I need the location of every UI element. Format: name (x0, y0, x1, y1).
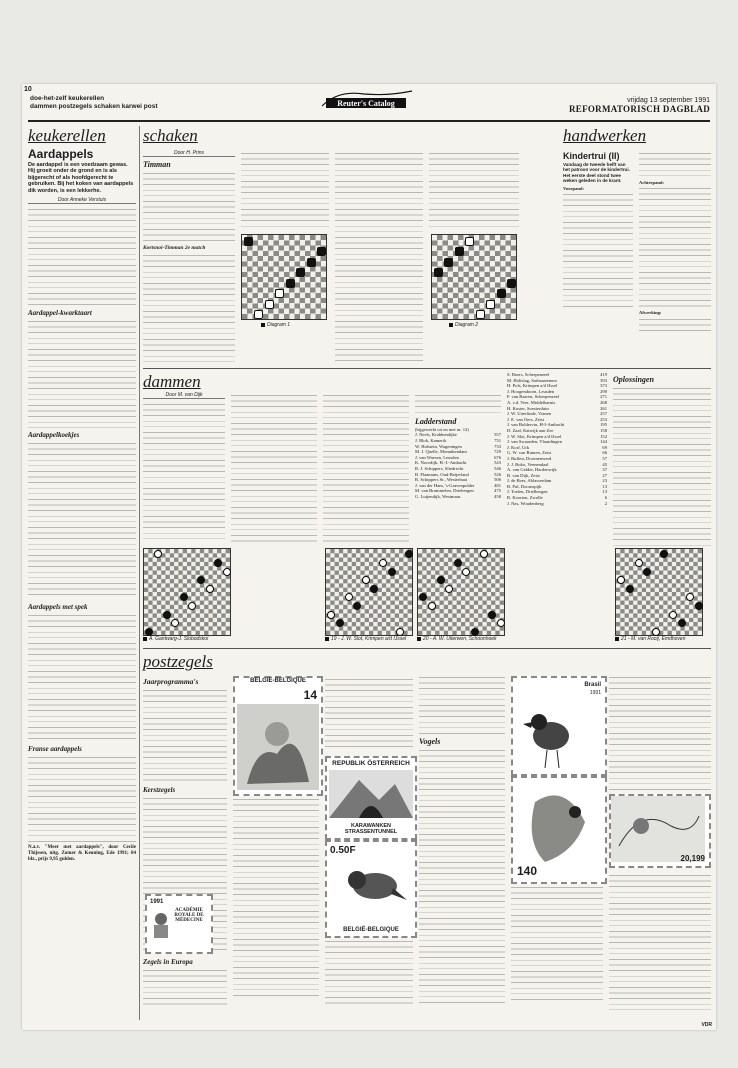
player-points: 45 (602, 461, 607, 467)
player-name: B. Pul, Doornspijk (507, 483, 542, 489)
draughts-piece (214, 559, 222, 567)
portrait-illustration (151, 910, 171, 938)
chess-piece (497, 289, 506, 298)
player-name: J. van der Ham, 's-Gravenpolder (415, 482, 475, 488)
stamp-brazil: Brasil 1991 (511, 676, 607, 776)
player-name: D. Zaal, Katwijk aan Zee (507, 427, 554, 433)
draughts-piece (345, 593, 353, 601)
draughts-piece (497, 619, 505, 627)
draughts-piece (336, 619, 344, 627)
player-points: 475 (494, 488, 501, 494)
draughts-piece (635, 559, 643, 567)
stamp-austria: REPUBLIK ÖSTERREICH KARAWANKEN STRASSENTUNNEL (325, 756, 417, 840)
dammen-col1 (143, 392, 225, 542)
chess-piece (486, 300, 495, 309)
player-name: R. Schippers Sr., Westerbaai (415, 477, 468, 483)
recipe-body (28, 318, 136, 428)
brand-text: Reuter's Catalog (337, 99, 395, 108)
recipe-body (28, 754, 136, 842)
diagram-caption: 21 - M. van Rooij, Emdhoven (615, 636, 685, 642)
draughts-diagram-3 (417, 548, 505, 636)
draughts-piece (643, 568, 651, 576)
player-points: 271 (600, 394, 607, 400)
player-points: 13 (602, 489, 607, 495)
painting-illustration (237, 704, 319, 790)
article-lead: De aardappel is een voedzaam gewas. Hij groeit onder de grond en is als bijgerecht of als hoofdgerecht te gebruiken. Bij het koken van aardappels dik worden, is een lekkerhe. (28, 162, 134, 194)
player-name: H. Pols, Krimpen a/d IJssel (507, 383, 558, 389)
header-sections: doe-het-zelf keukerellen dammen postzegels schaken karwei post (30, 95, 158, 110)
draughts-piece (379, 559, 387, 567)
chess-piece (317, 247, 326, 256)
article-body (609, 674, 711, 792)
postzegels-col4 (419, 674, 505, 1014)
stamp-engraving: 20,199 (609, 794, 711, 868)
player-points: 543 (494, 460, 501, 466)
ladder-table (415, 432, 501, 499)
draughts-piece (223, 568, 231, 576)
player-points: 506 (494, 477, 501, 483)
article-heading: Jaarprogramma's (143, 677, 199, 686)
diagram-caption: Diagram 2 (449, 322, 478, 328)
player-name: R. J. Schippers, Sliedrecht (415, 465, 464, 471)
ladder-subtitle: (bijgewerkt tot en met nr. 12) (415, 427, 469, 432)
article-lead: Vandaag de tweede helft van het patroon voor de kindertrui. Het eerste deel stond twee weken geleden in de krant. (563, 162, 630, 184)
player-points: 261 (600, 405, 607, 411)
pattern-label: Voorpand: (563, 185, 585, 191)
player-points: 481 (494, 482, 501, 488)
player-name: J. Hoogendoorn, Leusden (507, 388, 555, 394)
article-heading: Kindertrui (II) (563, 151, 620, 161)
player-name: J. J. Boko, Veenendaal (507, 461, 549, 467)
article-heading: Timman (143, 160, 171, 169)
draughts-piece (171, 619, 179, 627)
player-name: H. Koster, Soesterduin (507, 405, 549, 411)
player-name: J. Neels, Krabbendijke (415, 432, 457, 438)
pattern-body (639, 185, 711, 310)
player-name: K. Noordijk, H.-I.-Ambacht (415, 460, 467, 466)
draughts-piece (652, 628, 660, 636)
draughts-piece (626, 585, 634, 593)
player-name: A. v.d. Veer, Middelharnis (507, 399, 556, 405)
brand-logo (318, 88, 416, 110)
player-name: A. van Gelder, Hardenwijk (507, 467, 557, 473)
article-subheading: Kortsnoi-Timman 2e match (143, 245, 206, 251)
draughts-piece (445, 585, 453, 593)
handwerken-title: handwerken (563, 126, 647, 145)
article-body (419, 674, 505, 734)
solutions-heading: Oplossingen (613, 375, 654, 384)
diagram-caption: 19 - J. W. Slot, Krimpen a/d IJssel (325, 636, 406, 642)
pattern-label: Achterpand: (639, 180, 665, 185)
header-rule (28, 120, 710, 122)
pattern-body (639, 316, 711, 336)
player-points: 27 (602, 472, 607, 478)
handwerken-col1 (563, 150, 633, 364)
draughts-piece (405, 550, 413, 558)
player-points: 393 (600, 377, 607, 383)
draughts-piece (437, 576, 445, 584)
recipe-heading: Aardappelkoekjes (28, 431, 80, 440)
draughts-piece (163, 611, 171, 619)
chess-piece (265, 300, 274, 309)
draughts-piece (488, 611, 496, 619)
section-rule (143, 368, 711, 369)
bird-illustration (517, 696, 587, 770)
draughts-piece (197, 576, 205, 584)
draughts-piece (660, 550, 668, 558)
author-initials: VDR (701, 1022, 712, 1028)
diagram-caption: 20 - A. W. Uiterwen, Schoonhoek (417, 636, 497, 642)
player-name: J. Ruffen, Doornenwerd (507, 455, 552, 461)
table-row (415, 494, 501, 500)
player-name: J. van Swaarden, Vlaardingen (507, 439, 562, 445)
player-name: M. J. Quelle, Monnikendam (415, 449, 467, 455)
dammen-title: dammen (143, 372, 201, 391)
draughts-piece (180, 593, 188, 601)
player-points: 419 (600, 372, 607, 377)
dammen-col5 (507, 372, 607, 544)
player-name: B. Flaamans, Oud-Beijerland (415, 471, 469, 477)
player-points: 13 (602, 483, 607, 489)
game-moves (143, 252, 235, 362)
stamp-academie: 1991 ACADÉMIE ROYALE DE MÉDECINE (145, 894, 213, 954)
dammen-col4 (415, 392, 501, 542)
recipe-body (28, 612, 136, 742)
article-body (419, 747, 505, 1007)
player-name: M. van Brummelen, Driebergen (415, 488, 474, 494)
postzegels-col6 (609, 674, 711, 1014)
postzegels-col5 (511, 884, 603, 1004)
ladder-heading: Ladderstand (415, 417, 457, 426)
table-row (507, 501, 607, 507)
player-name: J. W. Uiterlinde, Vianen (507, 411, 552, 417)
player-points: 751 (494, 438, 501, 443)
player-points: 6 (604, 495, 607, 501)
schaken-section (143, 126, 555, 366)
article-subheading: Kerstzegels (143, 786, 176, 794)
pattern-body (639, 150, 711, 180)
byline: Door Anneke Verstuis (28, 197, 136, 204)
draughts-diagram-1 (143, 548, 231, 636)
player-points: 195 (600, 422, 607, 428)
player-points: 458 (494, 493, 501, 499)
article-subheading: Zegels in Europa (143, 958, 193, 966)
schaken-col4 (429, 150, 519, 230)
player-name: S. Boers, Scherpenzeel (507, 372, 550, 377)
solutions-body (613, 385, 711, 550)
player-points: 257 (600, 411, 607, 417)
keukerellen-title: keukerellen (28, 126, 106, 145)
postzegels-col2 (233, 796, 319, 996)
chess-piece (296, 268, 305, 277)
player-name: J. van Waesen, Leusden (415, 454, 459, 460)
draughts-piece (370, 585, 378, 593)
postzegels-col1 (143, 674, 227, 1014)
draughts-diagram-4 (615, 548, 703, 636)
draughts-piece (428, 602, 436, 610)
pattern-label: Afwerking: (639, 310, 662, 316)
player-name: M. Holtslag, Sarhaastemen (507, 377, 557, 383)
article-subheading: Vogels (419, 737, 441, 746)
player-points: 557 (494, 432, 501, 438)
draughts-piece (678, 619, 686, 627)
article-heading: Aardappels (28, 147, 94, 161)
player-name: J. E. van Oers, Zeist (507, 416, 545, 422)
player-points: 158 (600, 427, 607, 433)
player-points: 152 (600, 433, 607, 439)
chess-piece (434, 268, 443, 277)
draughts-diagram-2 (325, 548, 413, 636)
draughts-piece (419, 593, 427, 601)
player-points: 144 (600, 439, 607, 445)
postzegels-col3b (325, 938, 413, 1004)
handwerken-col2 (639, 150, 711, 364)
recipe-body (28, 440, 136, 600)
draughts-piece (206, 585, 214, 593)
chess-diagram-1 (241, 234, 327, 320)
diagram-caption: A. Gantwarg-J. Slobodskoi (143, 636, 208, 642)
player-points: 546 (494, 465, 501, 471)
issue-date: vrijdag 13 september 1991 (627, 97, 710, 104)
player-points: 69 (602, 444, 607, 450)
player-name: J. Nas, Woudenberg (507, 500, 544, 506)
article-body (143, 401, 225, 541)
schaken-col1 (143, 150, 235, 364)
draughts-piece (669, 611, 677, 619)
chess-piece (444, 258, 453, 267)
player-name: B. van Dijk, Zeist (507, 472, 540, 478)
player-name: J. van Boldervin, H-I-Ambacht (507, 422, 565, 428)
draughts-piece (396, 628, 404, 636)
chess-piece (286, 279, 295, 288)
player-points: 253 (600, 416, 607, 422)
chess-piece (307, 258, 316, 267)
recipe-heading: Aardappel-kwarktaart (28, 309, 92, 318)
player-points: 373 (600, 383, 607, 389)
stamp-belgium-1: BELGIË-BELGIQUE 14 (233, 676, 323, 796)
chess-piece (507, 279, 516, 288)
stamp-belgium-2: 0.50F BELGIË-BELGIQUE (325, 840, 417, 938)
draughts-piece (686, 593, 694, 601)
dammen-col3 (323, 392, 409, 542)
newspaper-name: REFORMATORISCH DAGBLAD (568, 104, 710, 114)
draughts-piece (154, 550, 162, 558)
player-name: J. Toelen, Drielbergen (507, 489, 548, 495)
player-name: R. Koorten, Zwolle (507, 495, 543, 501)
article-body (609, 872, 711, 1012)
chess-piece (254, 310, 263, 319)
dammen-section (143, 372, 711, 644)
draughts-piece (454, 559, 462, 567)
player-points: 729 (494, 449, 501, 455)
chess-piece (476, 310, 485, 319)
draughts-piece (695, 602, 703, 610)
schaken-col3 (335, 150, 423, 364)
player-points: 526 (494, 471, 501, 477)
article-body (415, 392, 501, 414)
draughts-piece (362, 576, 370, 584)
player-name: J. Blok, Kamerik (415, 438, 447, 443)
player-points: 57 (602, 455, 607, 461)
player-points: 268 (600, 399, 607, 405)
article-body (143, 170, 235, 242)
player-points: 290 (600, 388, 607, 394)
player-points: 676 (494, 454, 501, 460)
draughts-piece (617, 576, 625, 584)
player-points: 733 (494, 443, 501, 449)
draughts-piece (327, 611, 335, 619)
draughts-piece (388, 568, 396, 576)
diagram-caption: Diagram 1 (261, 322, 290, 328)
player-name: J. Korf, Urk (507, 444, 530, 450)
engraving-illustration (611, 796, 705, 862)
player-name: J. de Boer, Ablasserdam (507, 478, 552, 484)
draughts-piece (188, 602, 196, 610)
player-points: 2 (604, 500, 607, 506)
dammen-col2 (231, 392, 317, 542)
player-name: F. van Baaren, Scherpenzeel (507, 394, 560, 400)
chess-diagram-2 (431, 234, 517, 320)
chess-piece (275, 289, 284, 298)
player-points: 37 (602, 467, 607, 473)
column-rule (139, 126, 140, 1020)
player-name: J. W. Slot, Krimpen a/d IJssel (507, 433, 562, 439)
tunnel-illustration (329, 770, 413, 818)
player-name: G. Luijendijk, Westmaas (415, 493, 461, 499)
draughts-piece (471, 628, 479, 636)
postzegels-title: postzegels (143, 652, 213, 671)
player-name: G. W. van Rumen, Zeist (507, 450, 552, 456)
section-rule (143, 648, 711, 649)
article-body (143, 967, 227, 1007)
draughts-piece (462, 568, 470, 576)
schaken-col2 (241, 150, 329, 230)
pattern-body (563, 191, 633, 311)
article-body (28, 206, 136, 306)
bird-illustration (337, 860, 407, 912)
draughts-piece (353, 602, 361, 610)
draughts-piece (145, 628, 153, 636)
article-body (143, 687, 227, 783)
page-number: 10 (24, 86, 32, 93)
player-points: 66 (602, 450, 607, 456)
stamp-bird-140: 140 (511, 776, 607, 884)
rank-table (507, 372, 607, 506)
schaken-title: schaken (143, 126, 198, 145)
player-points: 23 (602, 478, 607, 484)
postzegels-section (143, 652, 711, 1022)
chess-piece (465, 237, 474, 246)
handwerken-section (563, 126, 711, 366)
header-masthead (569, 97, 710, 114)
postzegels-col3 (325, 676, 413, 752)
chess-piece (455, 247, 464, 256)
chess-piece (244, 237, 253, 246)
recipe-heading: Franse aardappels (28, 745, 82, 754)
player-name: W. Hulstein, Wageningen (415, 443, 462, 449)
byline: Door H. Prins (143, 150, 235, 157)
keukerellen-section (28, 126, 136, 1020)
draughts-piece (480, 550, 488, 558)
recipe-heading: Aardappels met spek (28, 603, 88, 612)
book-note: N.a.v. "Meer met aardappels", door Cecile Thijssen, uitg. Zomer & Keuning, Ede 1991; 84 blz., prijs 9,95 gulden. (28, 845, 136, 862)
byline: Door M. van Dijk (143, 392, 225, 399)
